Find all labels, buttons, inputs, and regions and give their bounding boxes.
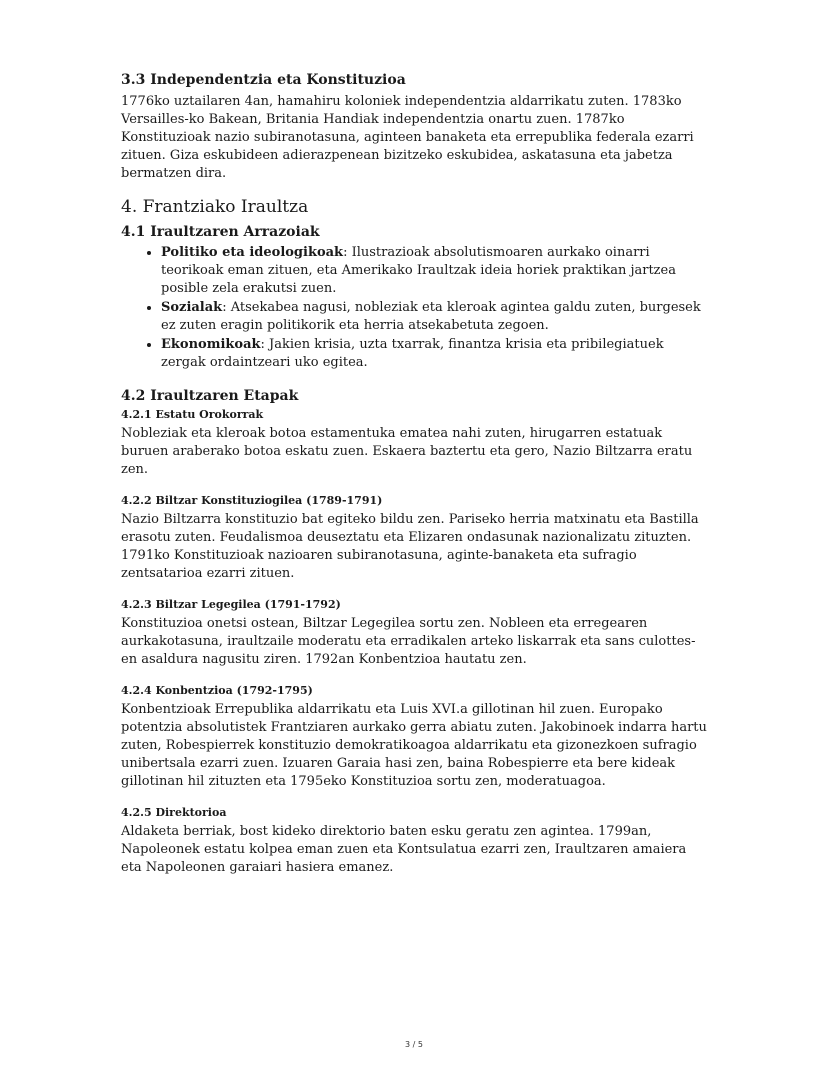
- stage-paragraph: Aldaketa berriak, bost kideko direktorio baten esku geratu zen agintea. 1799an, Napoleonek estatu kolpea eman zuen eta Kontsulatua ezarri zen, Iraultzaren amaiera eta Napoleonen garaiari hasiera emanez.: [121, 824, 687, 875]
- list-item: [161, 299, 711, 335]
- stage-heading: 4.2.2 Biltzar Konstituziogilea (1789-1791): [121, 494, 383, 507]
- stage-paragraph: Nobleziak eta kleroak botoa estamentuka ematea nahi zuten, hirugarren estatuak buruen araberako botoa eskatu zuen. Eskaera baztertu eta gero, Nazio Biltzarra eratu zen.: [121, 426, 693, 477]
- stage-heading: 4.2.4 Konbentzioa (1792-1795): [121, 684, 313, 697]
- chapter-4-heading: 4. Frantziako Iraultza: [121, 197, 309, 217]
- section-4-2-heading: 4.2 Iraultzaren Etapak: [121, 388, 299, 404]
- list-item-text: : Jakien krisia, uzta txarrak, finantza krisia eta pribilegiatuek zergak ordaintzeari uko egitea.: [161, 337, 664, 370]
- list-item-label: Politiko eta ideologikoak: [161, 245, 344, 260]
- stage-heading: 4.2.1 Estatu Orokorrak: [121, 408, 264, 421]
- page-number: 3 / 5: [405, 1040, 423, 1049]
- list-item: [161, 336, 711, 372]
- stage-heading: 4.2.5 Direktorioa: [121, 806, 227, 819]
- causes-list: [121, 244, 711, 372]
- stage-paragraph: Konstituzioa onetsi ostean, Biltzar Legegilea sortu zen. Nobleen eta erregearen aurkakotasuna, iraultzaile moderatu eta erradikalen arteko liskarrak eta sans culottes-en asaldura nagusitu ziren. 1792an Konbentzioa hautatu zen.: [121, 616, 696, 667]
- stage-paragraph: Konbentzioak Errepublika aldarrikatu eta Luis XVI.a gillotinan hil zuen. Europako potentzia absolutistek Frantziaren aurkako gerra abiatu zuten. Jakobinoek indarra hartu zuten, Robespierrek konstituzio demokratikoagoa aldarrikatu eta gizonezkoen sufragio unibertsala ezarri zuen. Izuaren Garaia hasi zen, baina Robespierre eta bere kideak gillotinan hil zituzten eta 1795eko Konstituzioa sortu zen, moderatuagoa.: [121, 702, 707, 789]
- section-3-3-paragraph: 1776ko uztailaren 4an, hamahiru koloniek independentzia aldarrikatu zuten. 1783ko Versailles-ko Bakean, Britania Handiak independentzia onartu zuen. 1787ko Konstituzioak nazio subiranotasuna, aginteen banaketa eta errepublika federala ezarri zituen. Giza eskubideen adierazpenean bizitzeko eskubidea, askatasuna eta jabetza bermatzen dira.: [121, 94, 694, 181]
- list-item-text: : Ilustrazioak absolutismoaren aurkako oinarri teorikoak eman zituen, eta Amerikako Iraultzak ideia horiek praktikan jartzea posible zela erakutsi zuen.: [161, 245, 676, 296]
- list-item-label: Sozialak: [161, 300, 223, 315]
- list-item-text: : Atsekabea nagusi, nobleziak eta kleroak agintea galdu zuten, burgesek ez zuten eragin politikorik eta herria atsekabetuta zegoen.: [161, 300, 701, 333]
- section-3-3-heading: 3.3 Independentzia eta Konstituzioa: [121, 72, 406, 88]
- section-4-1-heading: 4.1 Iraultzaren Arrazoiak: [121, 224, 320, 240]
- stage-heading: 4.2.3 Biltzar Legegilea (1791-1792): [121, 598, 341, 611]
- list-item-label: Ekonomikoak: [161, 337, 261, 352]
- document-page: [121, 70, 711, 877]
- list-item: [161, 244, 711, 298]
- stage-paragraph: Nazio Biltzarra konstituzio bat egiteko bildu zen. Pariseko herria matxinatu eta Bastilla erasotu zuten. Feudalismoa deuseztatu eta Elizaren ondasunak nazionalizatu zituzten. 1791ko Konstituzioak nazioaren subiranotasuna, aginte-banaketa eta sufragio zentsatarioa ezarri zituen.: [121, 512, 699, 581]
